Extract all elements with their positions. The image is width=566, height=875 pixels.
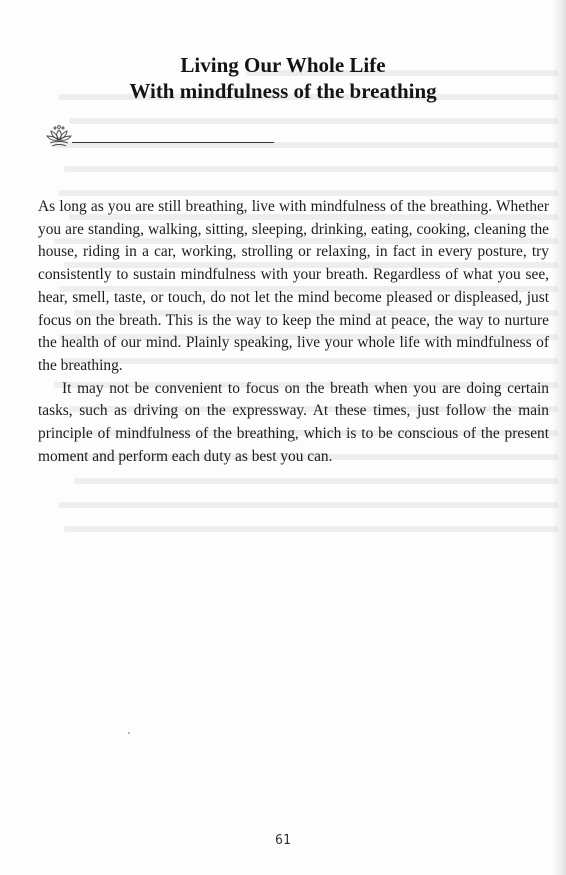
title-divider [72,142,274,143]
paper-speck [128,732,130,734]
body-text [38,196,549,468]
page-edge-shadow [552,0,566,875]
chapter-title-line-2: With mindfulness of the breathing [129,79,437,103]
paragraph-2: It may not be convenient to focus on the breath when you are doing certain tasks, such as driving on the expressway. At these times, just follow the main principle of mindfulness of the breathing, which is to be conscious of the present moment and perform each duty as best you can. [38,379,549,465]
lotus-flower-icon [44,122,74,152]
page-number: 61 [275,833,291,848]
chapter-title-line-1: Living Our Whole Life [180,53,386,77]
paragraph-1: As long as you are still breathing, live with mindfulness of the breathing. Whether you are standing, walking, sitting, sleeping, drinking, eating, cooking, cleaning the house, riding in a car, working, strolling or relaxing, in fact in every posture, try consistently to sustain mindfulness with your breath. Regardless of what you see, hear, smell, taste, or touch, do not let the mind become pleased or displeased, just focus on the breath. This is the way to keep the mind at peace, the way to nurture the health of our mind. Plainly speaking, live your whole life with mindfulness of the breathing. [38,198,549,374]
